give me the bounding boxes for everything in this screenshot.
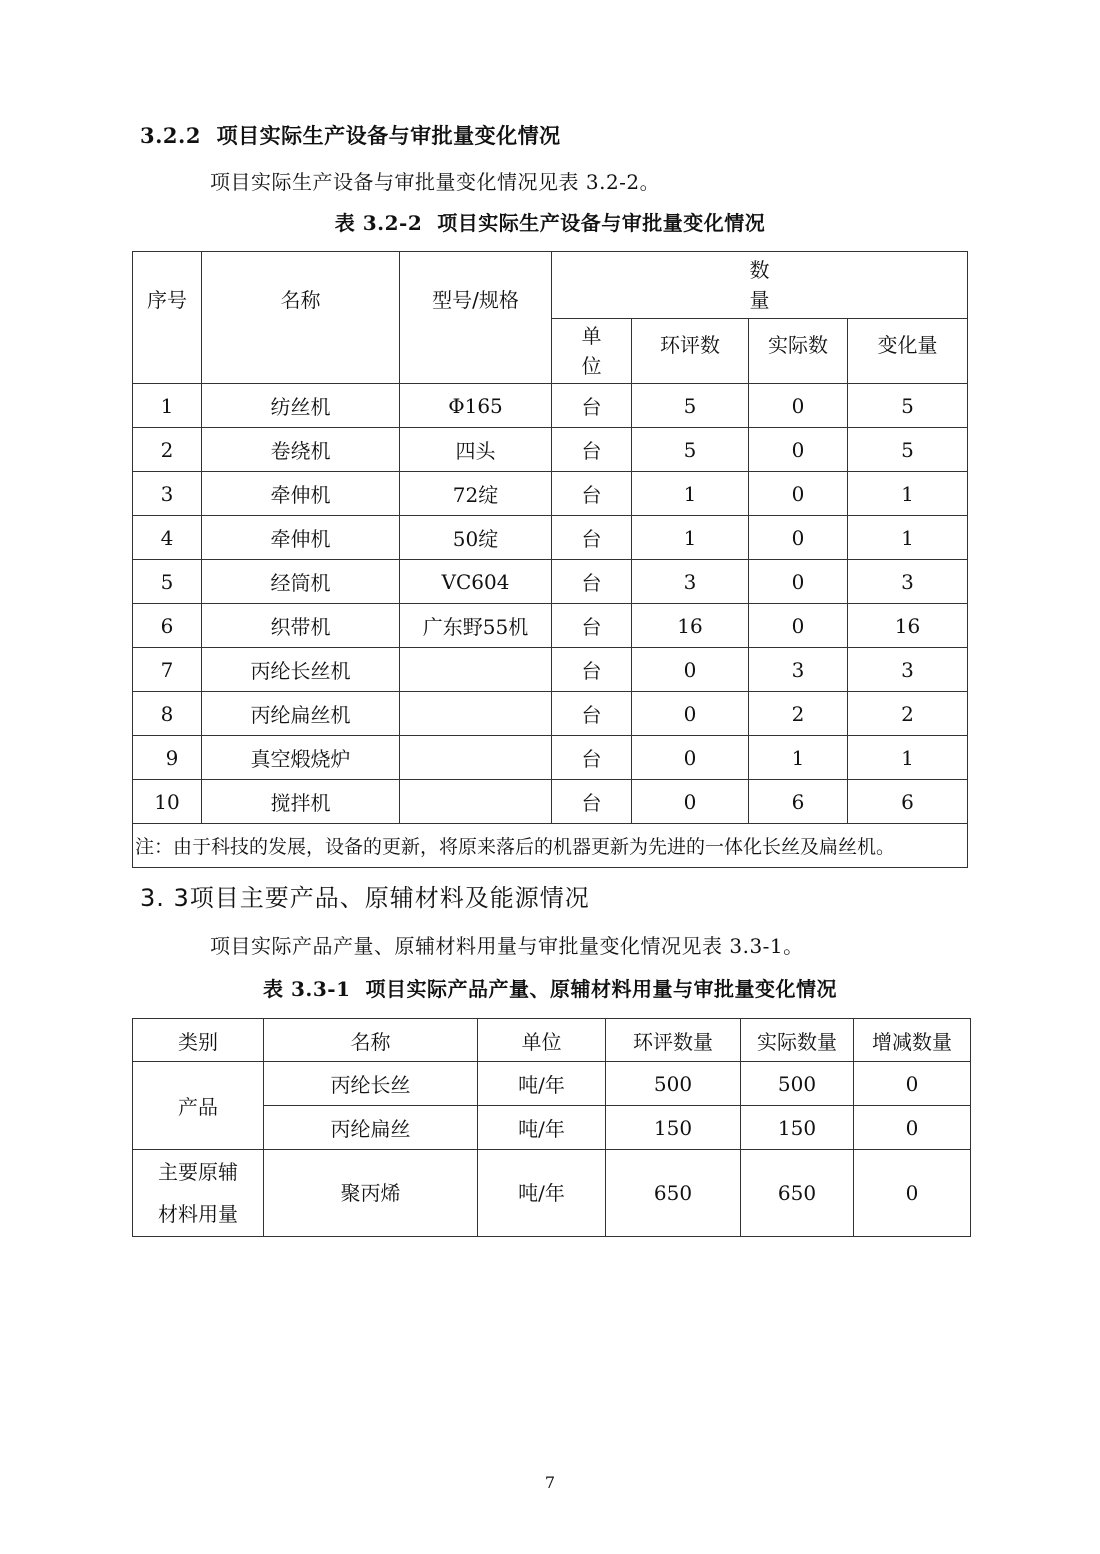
section-paragraph-3-3: 项目实际产品产量、原辅材料用量与审批量变化情况见表 3.3-1。 xyxy=(210,934,804,958)
table-row xyxy=(133,472,968,516)
cell-eia: 0 xyxy=(632,736,749,780)
cell-delta: 0 xyxy=(854,1150,971,1237)
cell-seq: 4 xyxy=(133,516,202,560)
cell-model xyxy=(400,780,552,824)
table-row xyxy=(133,384,968,428)
col-header-eia: 环评数 xyxy=(632,319,749,384)
table-caption-3-2-2: 表 3.2-2 项目实际生产设备与审批量变化情况 xyxy=(334,211,766,235)
cell-eia: 500 xyxy=(606,1062,741,1106)
cell-unit: 台 xyxy=(552,648,632,692)
cell-name: 丙纶长丝机 xyxy=(202,648,400,692)
cell-actual: 0 xyxy=(749,472,848,516)
col-header-actual: 实际数量 xyxy=(741,1019,854,1062)
table-row xyxy=(133,604,968,648)
table-note: 注：由于科技的发展，设备的更新，将原来落后的机器更新为先进的一体化长丝及扁丝机。 xyxy=(133,824,968,868)
cell-eia: 650 xyxy=(606,1150,741,1237)
cell-change: 5 xyxy=(848,384,968,428)
cell-model: 72绽 xyxy=(400,472,552,516)
cell-name: 纺丝机 xyxy=(202,384,400,428)
cell-unit: 台 xyxy=(552,472,632,516)
cell-model xyxy=(400,736,552,780)
cell-eia: 1 xyxy=(632,472,749,516)
cell-model: 50绽 xyxy=(400,516,552,560)
cell-unit: 吨/年 xyxy=(478,1062,606,1106)
cell-seq: 2 xyxy=(133,428,202,472)
cell-name: 牵伸机 xyxy=(202,472,400,516)
cell-actual: 650 xyxy=(741,1150,854,1237)
cell-name: 经筒机 xyxy=(202,560,400,604)
cell-change: 1 xyxy=(848,736,968,780)
cell-eia: 0 xyxy=(632,692,749,736)
cell-change: 1 xyxy=(848,472,968,516)
col-header-actual: 实际数 xyxy=(749,319,848,384)
cell-name: 聚丙烯 xyxy=(264,1150,478,1237)
cell-eia: 5 xyxy=(632,428,749,472)
table-row xyxy=(133,1062,971,1106)
cell-change: 16 xyxy=(848,604,968,648)
cell-name: 真空煅烧炉 xyxy=(202,736,400,780)
cell-name: 织带机 xyxy=(202,604,400,648)
cell-name: 搅拌机 xyxy=(202,780,400,824)
cell-name: 丙纶扁丝 xyxy=(264,1106,478,1150)
cell-unit: 台 xyxy=(552,428,632,472)
table-row xyxy=(133,692,968,736)
cell-eia: 3 xyxy=(632,560,749,604)
cell-name: 卷绕机 xyxy=(202,428,400,472)
cell-seq: 9 xyxy=(133,736,202,780)
cell-model xyxy=(400,692,552,736)
cell-model: 广东野55机 xyxy=(400,604,552,648)
table-caption-3-3-1: 表 3.3-1 项目实际产品产量、原辅材料用量与审批量变化情况 xyxy=(263,977,837,1001)
cell-unit: 台 xyxy=(552,560,632,604)
col-header-quantity: 数 量 xyxy=(552,252,968,319)
table-row xyxy=(133,428,968,472)
cell-change: 3 xyxy=(848,648,968,692)
cell-eia: 150 xyxy=(606,1106,741,1150)
cell-change: 5 xyxy=(848,428,968,472)
cell-seq: 10 xyxy=(133,780,202,824)
cell-unit: 吨/年 xyxy=(478,1150,606,1237)
cell-seq: 6 xyxy=(133,604,202,648)
cell-actual: 0 xyxy=(749,384,848,428)
cell-change: 6 xyxy=(848,780,968,824)
cell-seq: 1 xyxy=(133,384,202,428)
table-row xyxy=(133,560,968,604)
col-header-unit: 单 位 xyxy=(552,319,632,384)
cell-actual: 2 xyxy=(749,692,848,736)
cell-unit: 台 xyxy=(552,736,632,780)
cell-unit: 台 xyxy=(552,692,632,736)
cell-unit: 台 xyxy=(552,604,632,648)
cell-eia: 1 xyxy=(632,516,749,560)
cell-change: 2 xyxy=(848,692,968,736)
section-heading-3-2-2: 3.2.2 项目实际生产设备与审批量变化情况 xyxy=(140,123,561,148)
cell-actual: 0 xyxy=(749,560,848,604)
col-header-change: 变化量 xyxy=(848,319,968,384)
col-header-seq: 序号 xyxy=(133,252,202,384)
cell-category-materials: 主要原辅 材料用量 xyxy=(133,1150,264,1237)
cell-change: 1 xyxy=(848,516,968,560)
cell-seq: 7 xyxy=(133,648,202,692)
cell-unit: 台 xyxy=(552,516,632,560)
cell-seq: 5 xyxy=(133,560,202,604)
cell-delta: 0 xyxy=(854,1062,971,1106)
col-header-name: 名称 xyxy=(202,252,400,384)
cell-change: 3 xyxy=(848,560,968,604)
cell-seq: 3 xyxy=(133,472,202,516)
cell-eia: 0 xyxy=(632,780,749,824)
col-header-category: 类别 xyxy=(133,1019,264,1062)
cell-eia: 0 xyxy=(632,648,749,692)
cell-unit: 台 xyxy=(552,780,632,824)
cell-seq: 8 xyxy=(133,692,202,736)
col-header-unit: 单位 xyxy=(478,1019,606,1062)
table-row xyxy=(133,1150,971,1237)
cell-unit: 台 xyxy=(552,384,632,428)
cell-name: 丙纶扁丝机 xyxy=(202,692,400,736)
col-header-eia: 环评数量 xyxy=(606,1019,741,1062)
cell-actual: 150 xyxy=(741,1106,854,1150)
products-materials-table xyxy=(132,1018,971,1237)
cell-actual: 3 xyxy=(749,648,848,692)
table-row xyxy=(133,780,968,824)
cell-delta: 0 xyxy=(854,1106,971,1150)
section-paragraph-3-2-2: 项目实际生产设备与审批量变化情况见表 3.2-2。 xyxy=(210,170,661,194)
cell-model: 四头 xyxy=(400,428,552,472)
table-row xyxy=(133,736,968,780)
cell-actual: 500 xyxy=(741,1062,854,1106)
cell-actual: 0 xyxy=(749,604,848,648)
cell-actual: 1 xyxy=(749,736,848,780)
col-header-model: 型号/规格 xyxy=(400,252,552,384)
cell-unit: 吨/年 xyxy=(478,1106,606,1150)
col-header-name: 名称 xyxy=(264,1019,478,1062)
cell-actual: 0 xyxy=(749,516,848,560)
cell-eia: 16 xyxy=(632,604,749,648)
cell-model: Φ165 xyxy=(400,384,552,428)
equipment-table xyxy=(132,251,968,868)
cell-actual: 0 xyxy=(749,428,848,472)
cell-category-product: 产品 xyxy=(133,1062,264,1150)
table-row xyxy=(133,516,968,560)
cell-name: 丙纶长丝 xyxy=(264,1062,478,1106)
cell-model xyxy=(400,648,552,692)
col-header-delta: 增减数量 xyxy=(854,1019,971,1062)
table-row xyxy=(133,648,968,692)
cell-actual: 6 xyxy=(749,780,848,824)
section-heading-3-3: 3. 3项目主要产品、原辅材料及能源情况 xyxy=(140,884,590,912)
cell-eia: 5 xyxy=(632,384,749,428)
cell-name: 牵伸机 xyxy=(202,516,400,560)
page-number: 7 xyxy=(544,1473,556,1492)
cell-model: VC604 xyxy=(400,560,552,604)
